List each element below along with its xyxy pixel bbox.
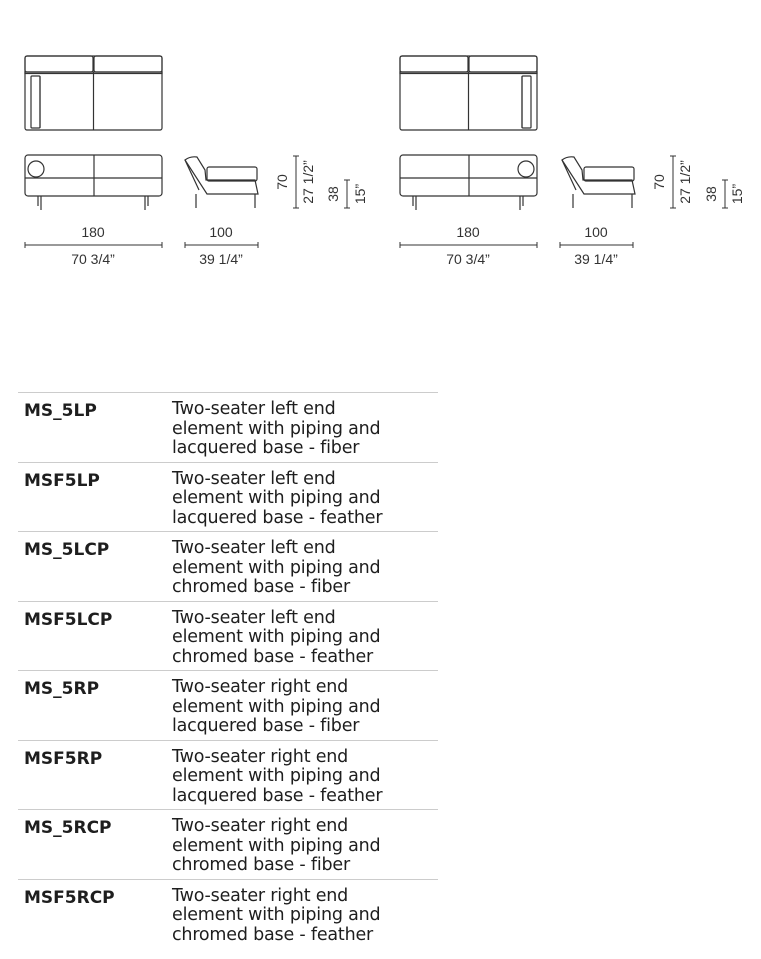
right-seat-in: 15” bbox=[729, 183, 745, 205]
product-code: MSF5RCP bbox=[24, 887, 115, 908]
product-code: MSF5RP bbox=[24, 748, 103, 769]
product-code: MS_5LP bbox=[24, 401, 97, 421]
table-row bbox=[18, 810, 438, 880]
table-row bbox=[18, 671, 438, 741]
description-line: Two-seater right end bbox=[172, 677, 349, 697]
product-description bbox=[172, 671, 438, 741]
right-depth-cm: 100 bbox=[584, 224, 608, 240]
description-line: lacquered base - feather bbox=[172, 785, 383, 806]
description-line: Two-seater left end bbox=[172, 607, 336, 628]
description-line: chromed base - fiber bbox=[172, 577, 350, 597]
left-side-view bbox=[185, 157, 258, 208]
description-line: lacquered base - fiber bbox=[172, 716, 360, 736]
left-height-cm: 70 bbox=[274, 174, 290, 190]
right-width-cm: 180 bbox=[456, 224, 480, 240]
description-line: element with piping and bbox=[172, 696, 381, 717]
description-line: element with piping and bbox=[172, 905, 381, 925]
description-line: lacquered base - feather bbox=[172, 507, 383, 528]
right-top-view bbox=[400, 56, 537, 130]
description-line: lacquered base - fiber bbox=[172, 438, 360, 458]
description-line: element with piping and bbox=[172, 835, 381, 856]
right-height-cm: 70 bbox=[651, 174, 667, 190]
product-description bbox=[172, 601, 438, 671]
table-row bbox=[18, 393, 438, 463]
description-line: Two-seater left end bbox=[172, 399, 336, 419]
right-end-sofa-drawings bbox=[400, 56, 728, 248]
product-table bbox=[18, 392, 438, 948]
product-code: MSF5LCP bbox=[24, 609, 113, 630]
description-line: Two-seater left end bbox=[172, 538, 336, 558]
product-description bbox=[172, 393, 438, 463]
description-line: element with piping and bbox=[172, 488, 381, 508]
left-depth-in: 39 1/4” bbox=[199, 251, 243, 267]
left-seat-cm: 38 bbox=[325, 186, 341, 202]
left-seat-in: 15” bbox=[352, 183, 368, 205]
table-row bbox=[18, 601, 438, 671]
left-width-cm: 180 bbox=[81, 224, 105, 240]
description-line: element with piping and bbox=[172, 627, 381, 647]
product-code: MSF5LP bbox=[24, 470, 100, 491]
product-code: MS_5RP bbox=[24, 679, 100, 699]
description-line: chromed base - feather bbox=[172, 646, 374, 667]
right-height-in: 27 1/2” bbox=[677, 160, 693, 204]
left-front-view bbox=[25, 155, 162, 210]
table-row bbox=[18, 740, 438, 810]
description-line: Two-seater right end bbox=[172, 746, 349, 767]
right-front-view bbox=[400, 155, 537, 210]
left-height-in: 27 1/2” bbox=[300, 160, 316, 204]
left-top-view bbox=[25, 56, 162, 130]
left-width-in: 70 3/4” bbox=[71, 251, 115, 267]
product-description bbox=[172, 532, 438, 602]
right-seat-cm: 38 bbox=[703, 186, 719, 202]
description-line: element with piping and bbox=[172, 766, 381, 786]
technical-drawings bbox=[0, 0, 761, 300]
right-width-in: 70 3/4” bbox=[446, 251, 490, 267]
product-code: MS_5RCP bbox=[24, 818, 112, 838]
right-side-view bbox=[562, 157, 635, 208]
left-depth-cm: 100 bbox=[209, 224, 233, 240]
description-line: chromed base - feather bbox=[172, 924, 374, 945]
product-description bbox=[172, 740, 438, 810]
left-end-sofa-drawings bbox=[25, 56, 350, 248]
product-description bbox=[172, 462, 438, 532]
description-line: Two-seater right end bbox=[172, 885, 349, 906]
description-line: Two-seater right end bbox=[172, 816, 349, 836]
description-line: chromed base - fiber bbox=[172, 855, 350, 875]
description-line: element with piping and bbox=[172, 557, 381, 578]
description-line: Two-seater left end bbox=[172, 468, 336, 489]
description-line: element with piping and bbox=[172, 418, 381, 439]
table-row bbox=[18, 462, 438, 532]
right-depth-in: 39 1/4” bbox=[574, 251, 618, 267]
product-code: MS_5LCP bbox=[24, 540, 110, 560]
table-row bbox=[18, 879, 438, 948]
table-row bbox=[18, 532, 438, 602]
product-description bbox=[172, 810, 438, 880]
product-description bbox=[172, 879, 438, 948]
